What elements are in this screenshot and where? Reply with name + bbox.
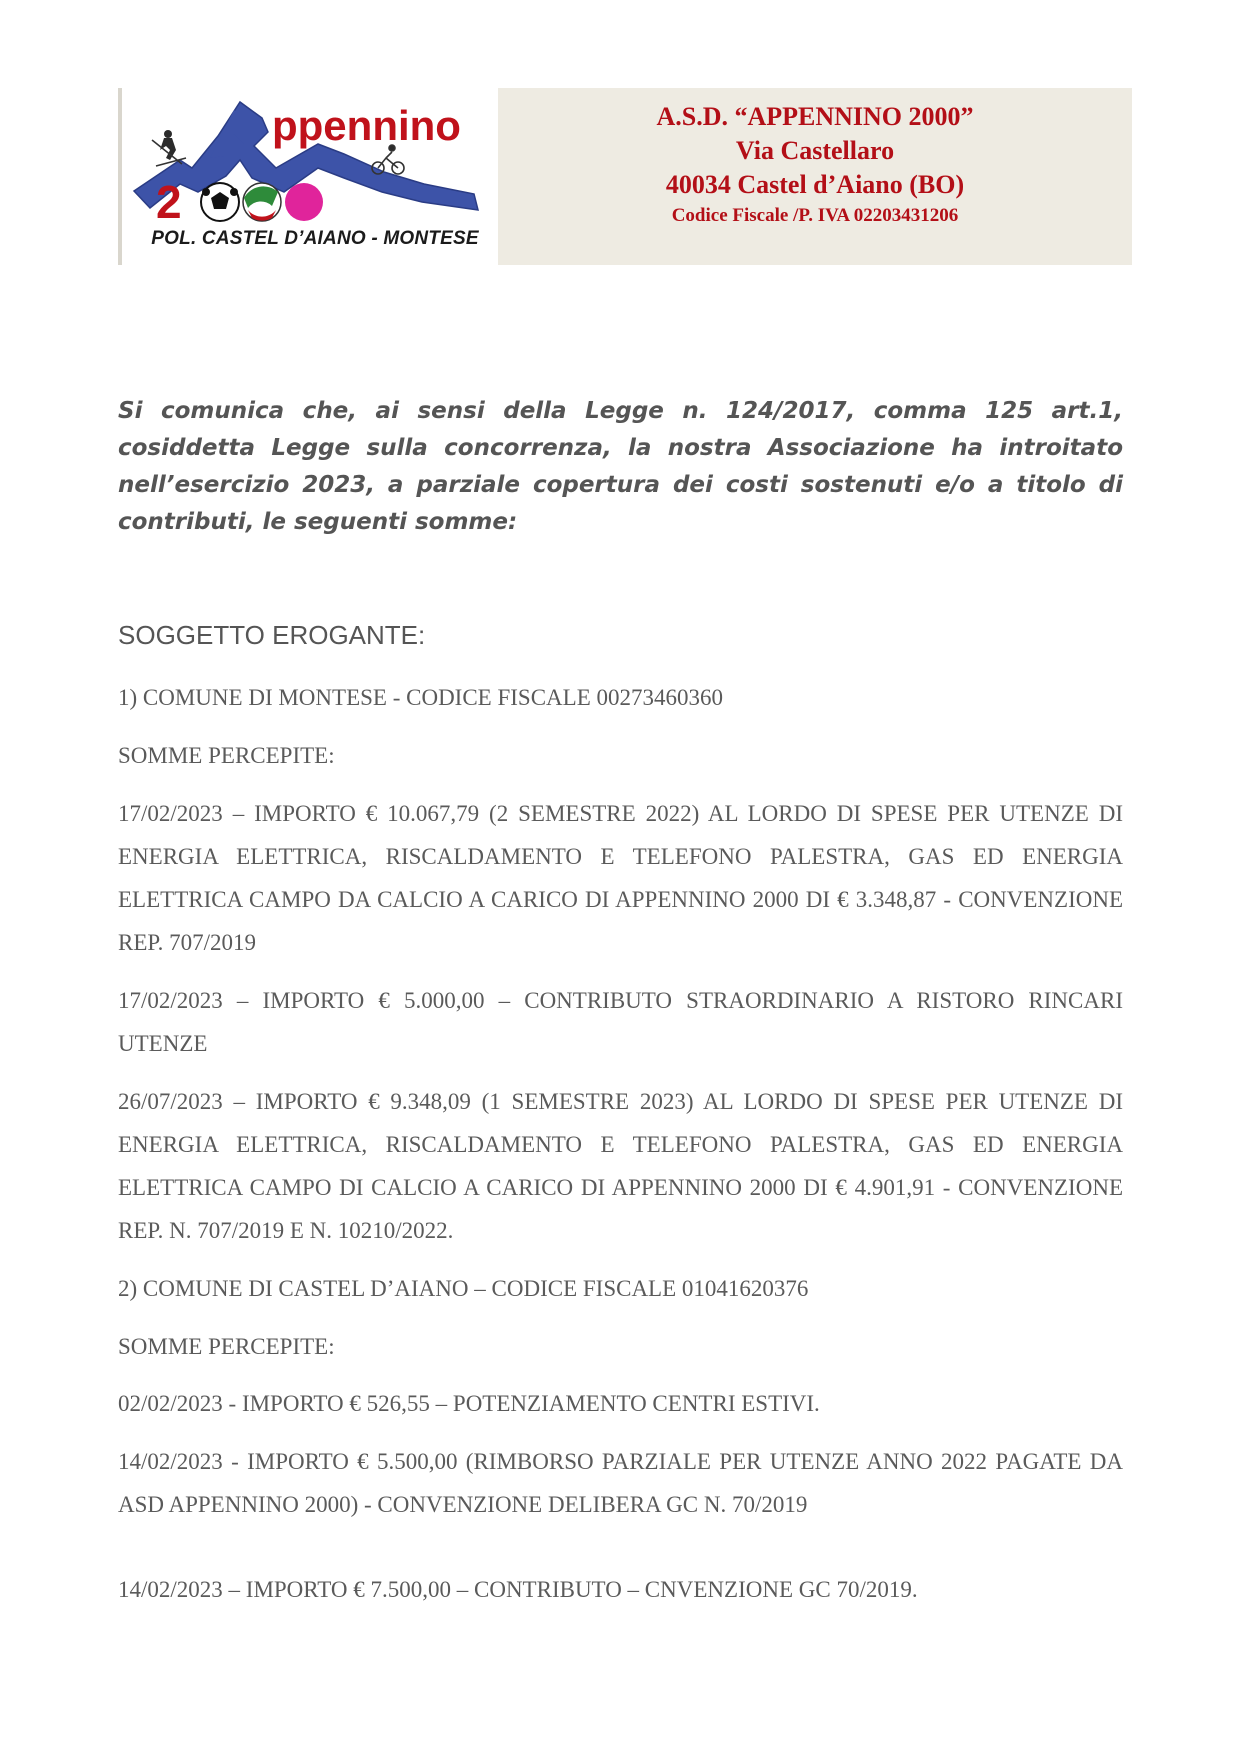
donor-1-sums-label: SOMME PERCEPITE: xyxy=(118,743,335,768)
donor-2-payment-2: 14/02/2023 - IMPORTO € 5.500,00 (RIMBORSO PARZIALE PER UTENZE ANNO 2022 PAGATE DA ASD APPENNINO 2000) - CONVENZIONE DELIBERA GC N. 70/2019 xyxy=(118,1449,1123,1517)
donor-1-payment-3: 26/07/2023 – IMPORTO € 9.348,09 (1 SEMESTRE 2023) AL LORDO DI SPESE PER UTENZE DI ENERGIA ELETTRICA, RISCALDAMENTO E TELEFONO PALESTRA, GAS ED ENERGIA ELETTRICA CAMPO DI CALCIO A CARICO DI APPENNINO 2000 DI € 4.901,91 - CONVENZIONE REP. N. 707/2019 E N. 10210/2022. xyxy=(118,1089,1123,1243)
donor-1-payment-2: 17/02/2023 – IMPORTO € 5.000,00 – CONTRIBUTO STRAORDINARIO A RISTORO RINCARI UTENZE xyxy=(118,988,1123,1056)
pink-ball-icon xyxy=(285,183,323,221)
logo-digit-two: 2 xyxy=(156,176,182,228)
logo-caption: POL. CASTEL D’AIANO - MONTESE xyxy=(151,228,479,249)
org-city: 40034 Castel d’Aiano (BO) xyxy=(665,170,965,199)
donor-2-sums-label: SOMME PERCEPITE: xyxy=(118,1334,335,1359)
org-tax-code: Codice Fiscale /P. IVA 02203431206 xyxy=(671,205,959,226)
donor-1-payment-1: 17/02/2023 – IMPORTO € 10.067,79 (2 SEMESTRE 2022) AL LORDO DI SPESE PER UTENZE DI ENERGIA ELETTRICA, RISCALDAMENTO E TELEFONO PALESTRA, GAS ED ENERGIA ELETTRICA CAMPO DA CALCIO A CARICO DI APPENNINO 2000 DI € 3.348,87 - CONVENZIONE REP. 707/2019 xyxy=(118,801,1123,955)
club-logo xyxy=(122,88,498,265)
donor-2-payment-1: 02/02/2023 - IMPORTO € 526,55 – POTENZIAMENTO CENTRI ESTIVI. xyxy=(118,1391,820,1416)
donor-1-heading: 1) COMUNE DI MONTESE - CODICE FISCALE 00273460360 xyxy=(118,685,724,710)
organization-info xyxy=(498,100,1132,230)
intro-paragraph: Si comunica che, ai sensi della Legge n. 124/2017, comma 125 art.1, cosiddetta Legge sulla concorrenza, la nostra Associazione ha introitato nell’esercizio 2023, a parziale copertura dei costi sostenuti e/o a titolo di contributi, le seguenti somme: xyxy=(118,398,1123,535)
section-title: SOGGETTO EROGANTE: xyxy=(118,620,426,650)
volleyball-icon xyxy=(243,183,281,221)
logo-wordmark: ppennino xyxy=(272,102,461,149)
org-street: Via Castellaro xyxy=(735,136,895,165)
donor-2-heading: 2) COMUNE DI CASTEL D’AIANO – CODICE FISCALE 01041620376 xyxy=(118,1276,809,1301)
donor-2-payment-3: 14/02/2023 – IMPORTO € 7.500,00 – CONTRIBUTO – CNVENZIONE GC 70/2019. xyxy=(118,1577,918,1602)
org-name: A.S.D. “APPENNINO 2000” xyxy=(656,102,974,131)
soccer-ball-icon xyxy=(201,183,239,221)
letterhead xyxy=(118,88,1132,265)
